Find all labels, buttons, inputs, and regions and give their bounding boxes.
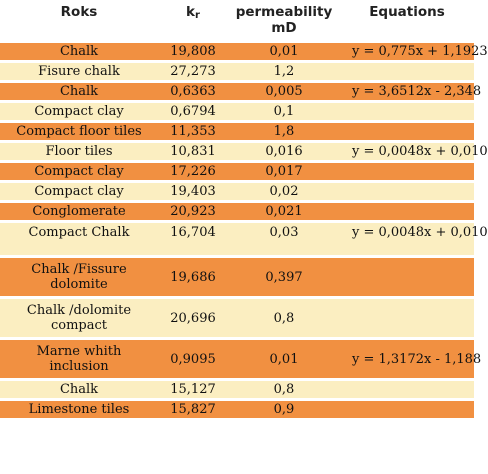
table-row [0,83,474,100]
cell-kr: 15,827 [158,401,228,418]
cell-rock [0,299,158,337]
header-permeability [228,3,340,40]
cell-kr: 20,696 [158,299,228,337]
cell-rock: Compact Chalk [0,223,158,255]
cell-equation: y = 1,3172x - 1,188 [340,340,474,378]
cell-kr: 19,403 [158,183,228,200]
cell-rock [0,340,158,378]
cell-permeability: 0,01 [228,340,340,378]
cell-equation: y = 3,6512x - 2,348 [340,83,474,100]
table-row [0,123,474,140]
header-kr [158,3,228,40]
cell-equation [340,103,474,120]
cell-equation [340,299,474,337]
header-equations [340,3,474,40]
cell-equation: y = 0,0048x + 0,010 [340,143,474,160]
header-kr-subscript: r [195,10,200,21]
cell-kr: 0,9095 [158,340,228,378]
cell-rock: Chalk [0,43,158,60]
table-row [0,103,474,120]
table-row [0,401,474,418]
header-permeability-label: permeability [235,4,333,20]
cell-kr: 20,923 [158,203,228,220]
cell-rock: Compact clay [0,103,158,120]
cell-rock-line1: Chalk /dolomite [26,303,132,318]
table-row [0,183,474,200]
cell-equation [340,183,474,200]
cell-equation: y = 0,775x + 1,1923 [340,43,474,60]
cell-rock: Chalk [0,83,158,100]
cell-rock: Floor tiles [0,143,158,160]
cell-rock [0,258,158,296]
header-row [0,3,474,40]
cell-kr: 10,831 [158,143,228,160]
cell-equation: y = 0,0048x + 0,010 [340,223,474,255]
cell-permeability: 0,03 [228,223,340,255]
table-row [0,223,474,255]
cell-permeability: 0,9 [228,401,340,418]
table-row [0,258,474,296]
cell-equation [340,381,474,398]
cell-rock: Fisure chalk [0,63,158,80]
cell-permeability: 0,1 [228,103,340,120]
cell-rock-line2: inclusion [49,359,109,374]
cell-kr: 0,6794 [158,103,228,120]
cell-rock-line2: dolomite [50,277,108,292]
header-rocks-label: Roks [60,4,98,20]
cell-equation [340,123,474,140]
table-row [0,63,474,80]
cell-rock: Compact clay [0,163,158,180]
cell-permeability: 0,016 [228,143,340,160]
cell-equation [340,163,474,180]
table-row [0,299,474,337]
cell-rock: Compact floor tiles [0,123,158,140]
header-permeability-unit: mD [271,20,297,36]
cell-permeability: 1,8 [228,123,340,140]
cell-kr: 15,127 [158,381,228,398]
cell-rock-line2: compact [50,318,107,333]
cell-kr: 19,808 [158,43,228,60]
table-row [0,143,474,160]
cell-kr: 19,686 [158,258,228,296]
cell-permeability: 1,2 [228,63,340,80]
header-equations-label: Equations [369,4,445,20]
table-row [0,163,474,180]
cell-permeability: 0,005 [228,83,340,100]
cell-kr: 16,704 [158,223,228,255]
table-row [0,203,474,220]
cell-permeability: 0,017 [228,163,340,180]
cell-equation [340,258,474,296]
table-row [0,381,474,398]
cell-rock: Conglomerate [0,203,158,220]
header-kr-main: k [186,4,196,20]
cell-rock: Chalk [0,381,158,398]
cell-equation [340,401,474,418]
cell-kr: 11,353 [158,123,228,140]
cell-kr: 0,6363 [158,83,228,100]
cell-kr: 27,273 [158,63,228,80]
cell-permeability: 0,8 [228,299,340,337]
cell-permeability: 0,8 [228,381,340,398]
cell-rock: Compact clay [0,183,158,200]
cell-permeability: 0,021 [228,203,340,220]
cell-rock-line1: Chalk /Fissure [31,262,127,277]
cell-permeability: 0,01 [228,43,340,60]
table-row [0,340,474,378]
cell-equation [340,63,474,80]
header-rocks [0,3,158,40]
cell-rock-line1: Marne whith [36,344,122,359]
table-row [0,43,474,60]
cell-rock: Limestone tiles [0,401,158,418]
cell-permeability: 0,02 [228,183,340,200]
cell-kr: 17,226 [158,163,228,180]
cell-permeability: 0,397 [228,258,340,296]
cell-equation [340,203,474,220]
